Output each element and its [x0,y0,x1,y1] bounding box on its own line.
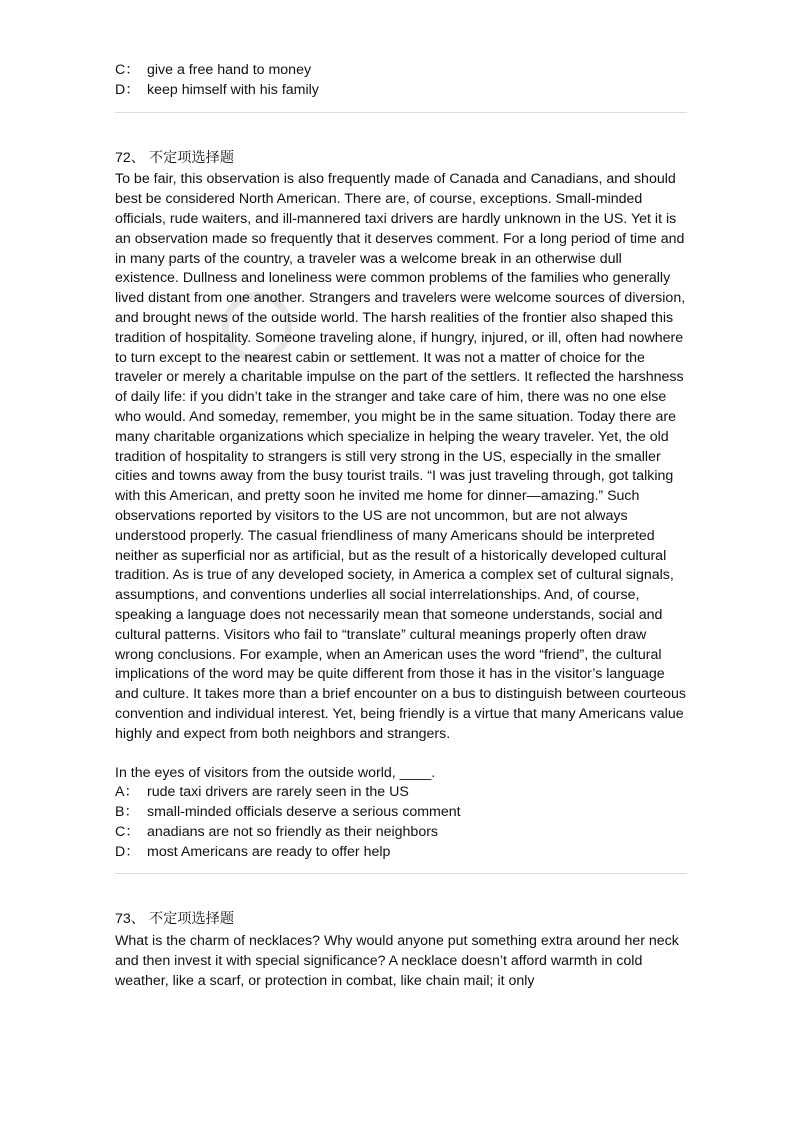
option-text: give a free hand to money [147,62,312,78]
question-72-options [115,783,687,862]
option-letter: B： [115,804,139,821]
question-72-passage: To be fair, this observation is also frequently made of Canada and Canadians, and should best be considered North American. There are, of course, exceptions. Small-minded officials, rude waiters, and ill-mannered taxi drivers are hardly unknown in the US. Yet it is an observation made so frequently that it deserves comment. For a long period of time and in many parts of the country, a traveler was a welcome break in an otherwise dull existence. Dullness and loneliness were common problems of the families who generally lived distant from one another. Strangers and travelers were welcome sources of diversion, and brought news of the outside world. The harsh realities of the frontier also shaped this tradition of hospitality. Someone traveling alone, if hungry, injured, or ill, often had nowhere to turn except to the nearest cabin or settlement. It was not a matter of choice for the traveler or merely a charitable impulse on the part of the settlers. It reflected the harshness of daily life: if you didn’t take in the stranger and take care of him, there was no one else who would. And someday, remember, you might be in the same situation. Today there are many charitable organizations which specialize in helping the weary traveler. Yet, the old tradition of hospitality to strangers is still very strong in the US, especially in the smaller cities and towns away from the busy tourist trails. “I was just traveling through, got talking with this American, and pretty soon he invited me home for dinner—amazing.” Such observations reported by visitors to the US are not uncommon, but are not always understood properly. The casual friendliness of many Americans should be interpreted neither as superficial nor as artificial, but as the result of a historically developed cultural tradition. As is true of any developed society, in America a complex set of cultural signals, assumptions, and conventions underlies all social interrelationships. And, of course, speaking a language does not necessarily mean that someone understands, social and cultural patterns. Visitors who fail to “translate” cultural meanings properly often draw wrong conclusions. For example, when an American uses the word “friend”, the cultural implications of the word may be quite different from those it has in the visitor’s language and culture. It takes more than a brief encounter on a bus to distinguish between courteous convention and individual interest. Yet, being friendly is a virtue that many Americans value highly and expect from both neighbors and strangers. [115,171,687,742]
option-d[interactable] [115,843,687,863]
question-73-passage: What is the charm of necklaces? Why would anyone put something extra around her neck and then invest it with special significance? A necklace doesn’t afford warmth in cold weather, like a scarf, or protection in combat, like chain mail; it only [115,933,679,989]
option-letter: D： [115,81,140,98]
option-letter: A： [115,784,139,801]
option-text: most Americans are ready to offer help [147,843,391,860]
option-b[interactable] [115,803,687,823]
option-text: small-minded officials deserve a serious comment [147,804,461,821]
question-72-heading: 72、 不定项选择题 [115,149,235,166]
question-72-stem: In the eyes of visitors from the outside world, ____. [115,764,436,781]
option-d[interactable] [115,81,687,101]
option-a[interactable] [115,783,687,803]
document-page [115,61,687,992]
option-letter: C： [115,823,140,840]
divider [115,873,687,874]
option-letter: D： [115,843,140,860]
option-text: anadians are not so friendly as their neighbors [147,823,439,840]
option-c[interactable] [115,823,687,843]
prev-question-options [115,61,687,101]
option-c[interactable] [115,61,687,81]
option-text: keep himself with his family [147,81,319,98]
question-73-heading: 73、 不定项选择题 [115,911,235,928]
option-letter: C： [115,62,140,78]
option-text: rude taxi drivers are rarely seen in the US [147,784,409,801]
divider [115,112,687,113]
